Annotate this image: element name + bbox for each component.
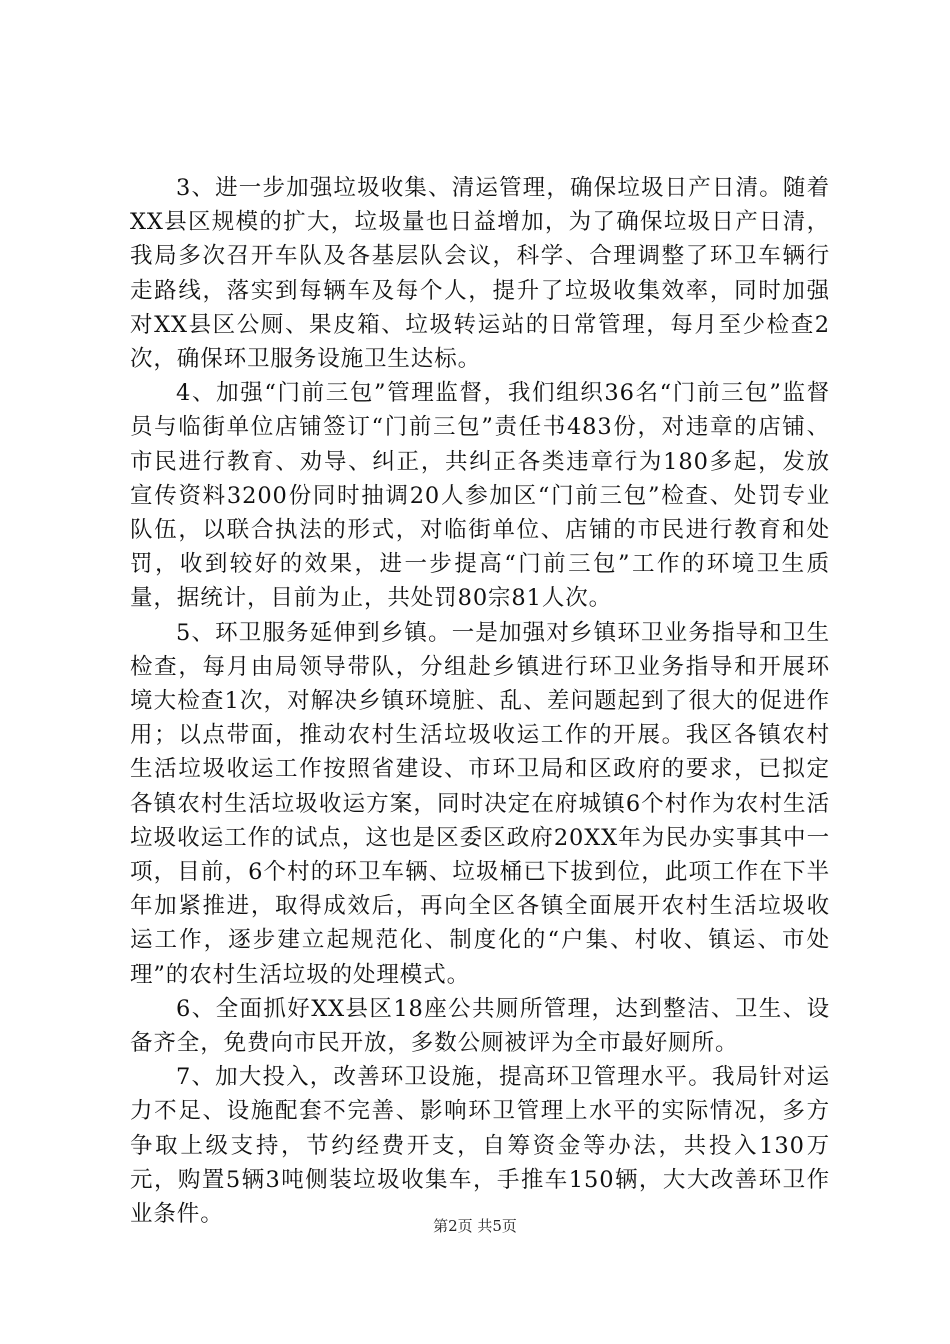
paragraph-item-3: 3、进一步加强垃圾收集、清运管理，确保垃圾日产日清。随着XX县区规模的扩大，垃圾量也日益增加，为了确保垃圾日产日清，我局多次召开车队及各基层队会议，科学、合理调整了环卫车辆行走路线，落实到每辆车及每个人，提升了垃圾收集效率，同时加强对XX县区公厕、果皮箱、垃圾转运站的日常管理，每月至少检查2次，确保环卫服务设施卫生达标。 [130,175,830,373]
page-footer [0,1216,950,1236]
document-body [130,171,830,1231]
paragraph-item-5: 5、环卫服务延伸到乡镇。一是加强对乡镇环卫业务指导和卫生检查，每月由局领导带队，分组赴乡镇进行环卫业务指导和开展环境大检查1次，对解决乡镇环境脏、乱、差问题起到了很大的促进作用；以点带面，推动农村生活垃圾收运工作的开展。我区各镇农村生活垃圾收运工作按照省建设、市环卫局和区政府的要求，已拟定各镇农村生活垃圾收运方案，同时决定在府城镇6个村作为农村生活垃圾收运工作的试点，这也是区委区政府20XX年为民办实事其中一项，目前，6个村的环卫车辆、垃圾桶已下拔到位，此项工作在下半年加紧推进，取得成效后，再向全区各镇全面展开农村生活垃圾收运工作，逐步建立起规范化、制度化的“户集、村收、镇运、市处理”的农村生活垃圾的处理模式。 [130,619,830,988]
paragraph-item-7: 7、加大投入，改善环卫设施，提高环卫管理水平。我局针对运力不足、设施配套不完善、影响环卫管理上水平的实际情况，多方争取上级支持，节约经费开支，自筹资金等办法，共投入130万元，购置5辆3吨侧装垃圾收集车，手推车150辆，大大改善环卫作业条件。 [130,1064,830,1228]
paragraph-item-4: 4、加强“门前三包”管理监督，我们组织36名“门前三包”监督员与临街单位店铺签订“门前三包”责任书483份，对违章的店铺、市民进行教育、劝导、纠正，共纠正各类违章行为180多起，发放宣传资料3200份同时抽调20人参加区“门前三包”检查、处罚专业队伍，以联合执法的形式，对临街单位、店铺的市民进行教育和处罚，收到较好的效果，进一步提高“门前三包”工作的环境卫生质量，据统计，目前为止，共处罚80宗81人次。 [130,380,830,612]
page-number-label: 第2页 共5页 [433,1217,517,1235]
paragraph-item-6: 6、全面抓好XX县区18座公共厕所管理，达到整洁、卫生、设备齐全，免费向市民开放，多数公厕被评为全市最好厕所。 [130,995,830,1057]
